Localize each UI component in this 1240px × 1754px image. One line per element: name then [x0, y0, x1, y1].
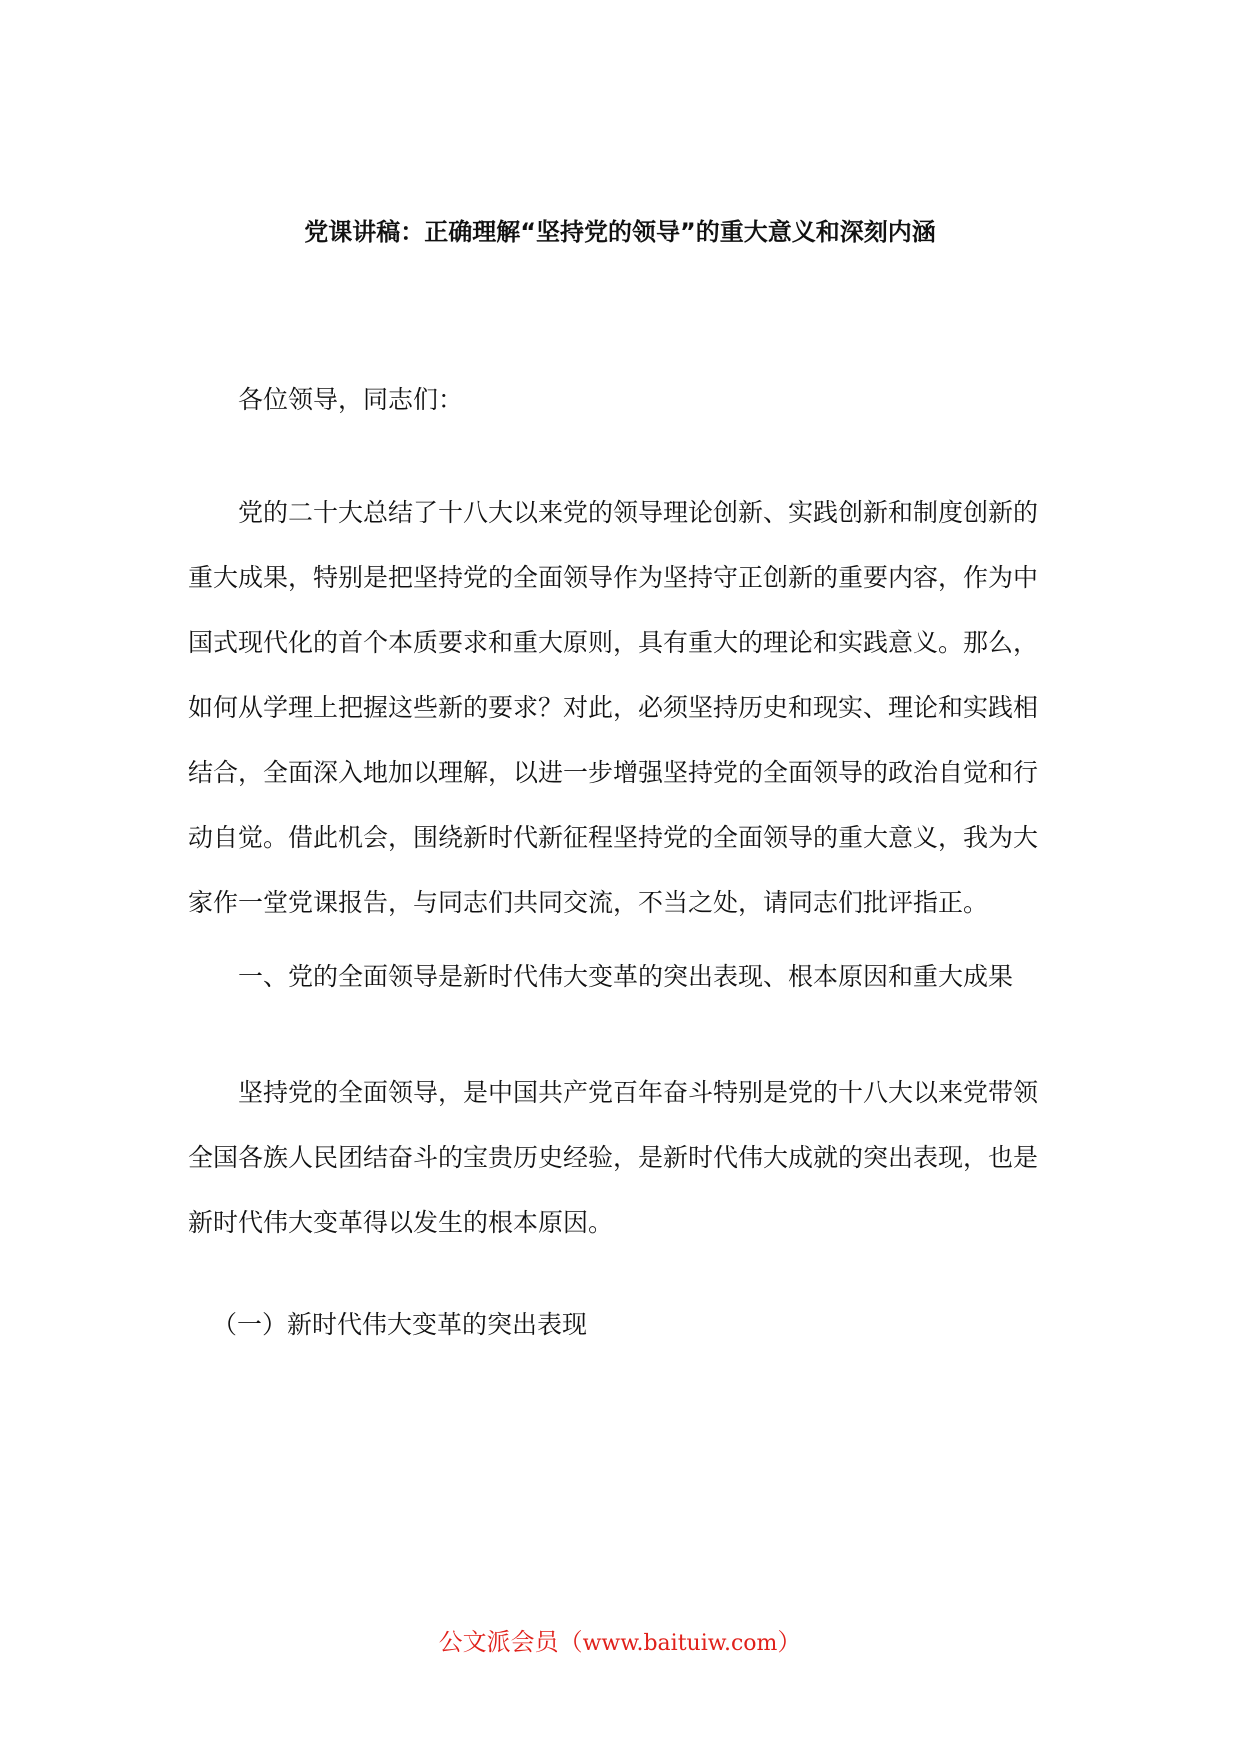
- footer-close: ）: [777, 1628, 802, 1656]
- intro-paragraph: 党的二十大总结了十八大以来党的领导理论创新、实践创新和制度创新的重大成果，特别是把坚持党的全面领导作为坚持守正创新的重要内容，作为中国式现代化的首个本质要求和重大原则，具有重大的理论和实践意义。那么，如何从学理上把握这些新的要求？对此，必须坚持历史和现实、理论和实践相结合，全面深入地加以理解，以进一步增强坚持党的全面领导的政治自觉和行动自觉。借此机会，围绕新时代新征程坚持党的全面领导的重大意义，我为大家作一堂党课报告，与同志们共同交流，不当之处，请同志们批评指正。: [188, 498, 1039, 917]
- footer-url[interactable]: www.baituiw.com: [582, 1631, 778, 1656]
- document-title: 党课讲稿：正确理解“坚持党的领导”的重大意义和深刻内涵: [304, 218, 936, 246]
- footer-label: 公文派会员（: [438, 1628, 583, 1656]
- footer-watermark: [0, 1622, 1240, 1664]
- section-paragraph: 坚持党的全面领导，是中国共产党百年奋斗特别是党的十八大以来党带领全国各族人民团结奋斗的宝贵历史经验，是新时代伟大成就的突出表现，也是新时代伟大变革得以发生的根本原因。: [188, 1078, 1039, 1237]
- salutation: 各位领导，同志们：: [238, 385, 464, 414]
- subsection-heading: （一）新时代伟大变革的突出表现: [212, 1310, 588, 1339]
- section-heading: 一、党的全面领导是新时代伟大变革的突出表现、根本原因和重大成果: [238, 962, 1014, 991]
